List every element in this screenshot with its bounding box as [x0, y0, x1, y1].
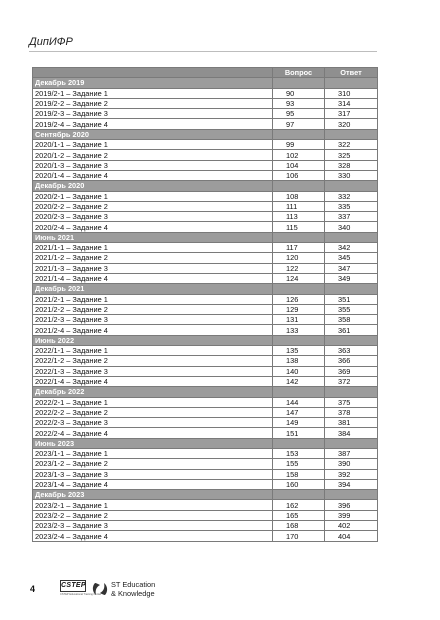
table-row — [33, 201, 378, 211]
table-row — [33, 191, 378, 201]
answer-page-cell: 347 — [325, 263, 378, 273]
document-title: ДипИФР — [29, 36, 73, 48]
question-page-cell: 170 — [273, 531, 325, 541]
task-cell: 2021/2-3 – Задание 3 — [33, 315, 273, 325]
question-page-cell: 133 — [273, 325, 325, 335]
question-page-cell: 151 — [273, 428, 325, 438]
table-row — [33, 140, 378, 150]
task-cell: 2023/2-2 – Задание 2 — [33, 510, 273, 520]
question-page-cell: 140 — [273, 366, 325, 376]
table-row — [33, 376, 378, 386]
section-blank-cell — [273, 387, 325, 397]
cstep-logo — [60, 580, 102, 598]
task-cell: 2022/1-4 – Задание 4 — [33, 376, 273, 386]
section-blank-cell — [273, 438, 325, 448]
question-page-cell: 168 — [273, 521, 325, 531]
section-blank-cell — [273, 181, 325, 191]
st-education-logo — [91, 580, 171, 600]
table-row — [33, 397, 378, 407]
question-page-cell: 162 — [273, 500, 325, 510]
question-page-cell: 113 — [273, 212, 325, 222]
task-cell: 2019/2-2 – Задание 2 — [33, 98, 273, 108]
question-page-cell: 106 — [273, 170, 325, 180]
header-divider — [29, 51, 377, 52]
answer-page-cell: 358 — [325, 315, 378, 325]
answer-page-cell: 369 — [325, 366, 378, 376]
task-cell: 2021/2-2 – Задание 2 — [33, 304, 273, 314]
table-row — [33, 253, 378, 263]
answer-page-cell: 328 — [325, 160, 378, 170]
task-cell: 2023/1-3 – Задание 3 — [33, 469, 273, 479]
page-number: 4 — [30, 584, 36, 594]
answer-page-cell: 320 — [325, 119, 378, 129]
answer-page-cell: 384 — [325, 428, 378, 438]
section-header-row — [33, 335, 378, 345]
table-row — [33, 459, 378, 469]
question-page-cell: 108 — [273, 191, 325, 201]
st-logo-line2: & Knowledge — [111, 588, 155, 598]
answer-page-cell: 387 — [325, 448, 378, 458]
question-page-cell: 158 — [273, 469, 325, 479]
task-cell: 2021/1-4 – Задание 4 — [33, 273, 273, 283]
question-page-cell: 153 — [273, 448, 325, 458]
section-blank-cell — [273, 335, 325, 345]
task-cell: 2020/1-4 – Задание 4 — [33, 170, 273, 180]
section-title: Декабрь 2023 — [33, 490, 273, 500]
table-row — [33, 273, 378, 283]
answer-page-cell: 378 — [325, 407, 378, 417]
task-cell: 2022/2-4 – Задание 4 — [33, 428, 273, 438]
task-cell: 2022/1-1 – Задание 1 — [33, 346, 273, 356]
answer-page-cell: 392 — [325, 469, 378, 479]
section-title: Декабрь 2022 — [33, 387, 273, 397]
table-row — [33, 428, 378, 438]
question-page-cell: 160 — [273, 479, 325, 489]
cstep-logo-mark: CSTEP — [60, 580, 86, 592]
section-blank-cell — [273, 284, 325, 294]
task-cell: 2020/1-2 – Задание 2 — [33, 150, 273, 160]
task-cell: 2019/2-1 – Задание 1 — [33, 88, 273, 98]
section-blank-cell — [273, 490, 325, 500]
table-row — [33, 119, 378, 129]
table-row — [33, 418, 378, 428]
section-blank-cell — [325, 387, 378, 397]
table-row — [33, 448, 378, 458]
section-header-row — [33, 78, 378, 88]
answer-page-cell: 394 — [325, 479, 378, 489]
task-cell: 2021/1-3 – Задание 3 — [33, 263, 273, 273]
table-body — [33, 78, 378, 541]
task-cell: 2023/1-1 – Задание 1 — [33, 448, 273, 458]
task-cell: 2023/1-4 – Задание 4 — [33, 479, 273, 489]
task-cell: 2023/1-2 – Задание 2 — [33, 459, 273, 469]
section-blank-cell — [325, 284, 378, 294]
table-row — [33, 88, 378, 98]
table-row — [33, 315, 378, 325]
task-cell: 2023/2-4 – Задание 4 — [33, 531, 273, 541]
section-blank-cell — [273, 129, 325, 139]
task-cell: 2022/1-3 – Задание 3 — [33, 366, 273, 376]
question-page-cell: 155 — [273, 459, 325, 469]
answer-page-cell: 330 — [325, 170, 378, 180]
question-page-cell: 126 — [273, 294, 325, 304]
table-row — [33, 170, 378, 180]
answer-page-cell: 381 — [325, 418, 378, 428]
task-cell: 2020/2-2 – Задание 2 — [33, 201, 273, 211]
question-page-cell: 124 — [273, 273, 325, 283]
table-row — [33, 500, 378, 510]
answer-page-cell: 335 — [325, 201, 378, 211]
section-blank-cell — [325, 490, 378, 500]
answer-page-cell: 342 — [325, 243, 378, 253]
answer-page-cell: 404 — [325, 531, 378, 541]
task-cell: 2020/1-1 – Задание 1 — [33, 140, 273, 150]
section-header-row — [33, 490, 378, 500]
cstep-logo-subtitle: CSTEP Educational Training Center — [60, 593, 102, 596]
answer-page-cell: 332 — [325, 191, 378, 201]
question-page-cell: 90 — [273, 88, 325, 98]
answer-page-cell: 345 — [325, 253, 378, 263]
question-page-cell: 93 — [273, 98, 325, 108]
table-row — [33, 304, 378, 314]
answer-page-cell: 375 — [325, 397, 378, 407]
section-blank-cell — [273, 78, 325, 88]
table-row — [33, 521, 378, 531]
section-header-row — [33, 387, 378, 397]
answer-page-cell: 349 — [325, 273, 378, 283]
section-title: Июнь 2022 — [33, 335, 273, 345]
question-page-cell: 144 — [273, 397, 325, 407]
table-row — [33, 366, 378, 376]
task-cell: 2020/2-4 – Задание 4 — [33, 222, 273, 232]
task-cell: 2022/2-1 – Задание 1 — [33, 397, 273, 407]
st-logo-icon — [91, 580, 109, 598]
question-page-cell: 102 — [273, 150, 325, 160]
task-cell: 2021/2-1 – Задание 1 — [33, 294, 273, 304]
question-page-cell: 104 — [273, 160, 325, 170]
question-page-cell: 99 — [273, 140, 325, 150]
question-page-cell: 165 — [273, 510, 325, 520]
question-page-cell: 95 — [273, 109, 325, 119]
question-page-cell: 149 — [273, 418, 325, 428]
answer-page-cell: 396 — [325, 500, 378, 510]
table-row — [33, 243, 378, 253]
section-blank-cell — [325, 335, 378, 345]
table-row — [33, 510, 378, 520]
question-page-cell: 138 — [273, 356, 325, 366]
answer-page-cell: 372 — [325, 376, 378, 386]
table-row — [33, 346, 378, 356]
task-cell: 2019/2-4 – Задание 4 — [33, 119, 273, 129]
table-row — [33, 150, 378, 160]
section-title: Декабрь 2020 — [33, 181, 273, 191]
task-cell: 2022/2-3 – Задание 3 — [33, 418, 273, 428]
task-cell: 2022/2-2 – Задание 2 — [33, 407, 273, 417]
task-cell: 2021/2-4 – Задание 4 — [33, 325, 273, 335]
section-title: Июнь 2023 — [33, 438, 273, 448]
answer-page-cell: 361 — [325, 325, 378, 335]
section-title: Декабрь 2019 — [33, 78, 273, 88]
section-header-row — [33, 129, 378, 139]
answer-page-cell: 314 — [325, 98, 378, 108]
table-row — [33, 479, 378, 489]
table-row — [33, 325, 378, 335]
task-cell: 2023/2-3 – Задание 3 — [33, 521, 273, 531]
answer-page-cell: 366 — [325, 356, 378, 366]
answer-page-cell: 317 — [325, 109, 378, 119]
table-row — [33, 407, 378, 417]
task-cell: 2021/1-2 – Задание 2 — [33, 253, 273, 263]
section-header-row — [33, 438, 378, 448]
section-blank-cell — [325, 181, 378, 191]
section-title: Декабрь 2021 — [33, 284, 273, 294]
question-page-cell: 135 — [273, 346, 325, 356]
question-page-cell: 115 — [273, 222, 325, 232]
answer-page-cell: 351 — [325, 294, 378, 304]
table-row — [33, 160, 378, 170]
answer-page-cell: 355 — [325, 304, 378, 314]
answers-table — [32, 67, 378, 542]
question-page-cell: 147 — [273, 407, 325, 417]
table-row — [33, 98, 378, 108]
question-page-cell: 111 — [273, 201, 325, 211]
answer-page-cell: 310 — [325, 88, 378, 98]
st-logo-line1: ST Education — [111, 580, 156, 589]
answer-page-cell: 337 — [325, 212, 378, 222]
table-row — [33, 294, 378, 304]
table-row — [33, 356, 378, 366]
table-header-row — [33, 68, 378, 78]
task-cell: 2019/2-3 – Задание 3 — [33, 109, 273, 119]
section-blank-cell — [273, 232, 325, 242]
header-cell-question: Вопрос — [273, 68, 325, 78]
question-page-cell: 120 — [273, 253, 325, 263]
table-row — [33, 263, 378, 273]
question-page-cell: 97 — [273, 119, 325, 129]
section-title: Июнь 2021 — [33, 232, 273, 242]
question-page-cell: 129 — [273, 304, 325, 314]
question-page-cell: 122 — [273, 263, 325, 273]
answer-page-cell: 399 — [325, 510, 378, 520]
answer-page-cell: 322 — [325, 140, 378, 150]
table-row — [33, 212, 378, 222]
answer-page-cell: 340 — [325, 222, 378, 232]
task-cell: 2020/2-3 – Задание 3 — [33, 212, 273, 222]
section-header-row — [33, 181, 378, 191]
header-cell-task — [33, 68, 273, 78]
section-header-row — [33, 232, 378, 242]
section-blank-cell — [325, 438, 378, 448]
task-cell: 2020/1-3 – Задание 3 — [33, 160, 273, 170]
section-header-row — [33, 284, 378, 294]
task-cell: 2023/2-1 – Задание 1 — [33, 500, 273, 510]
table-row — [33, 531, 378, 541]
section-blank-cell — [325, 129, 378, 139]
table-row — [33, 109, 378, 119]
section-blank-cell — [325, 78, 378, 88]
table-row — [33, 469, 378, 479]
question-page-cell: 117 — [273, 243, 325, 253]
task-cell: 2021/1-1 – Задание 1 — [33, 243, 273, 253]
question-page-cell: 142 — [273, 376, 325, 386]
table-row — [33, 222, 378, 232]
question-page-cell: 131 — [273, 315, 325, 325]
answer-page-cell: 390 — [325, 459, 378, 469]
task-cell: 2020/2-1 – Задание 1 — [33, 191, 273, 201]
header-cell-answer: Ответ — [325, 68, 378, 78]
section-blank-cell — [325, 232, 378, 242]
answer-page-cell: 325 — [325, 150, 378, 160]
answer-page-cell: 363 — [325, 346, 378, 356]
answer-page-cell: 402 — [325, 521, 378, 531]
section-title: Сентябрь 2020 — [33, 129, 273, 139]
task-cell: 2022/1-2 – Задание 2 — [33, 356, 273, 366]
